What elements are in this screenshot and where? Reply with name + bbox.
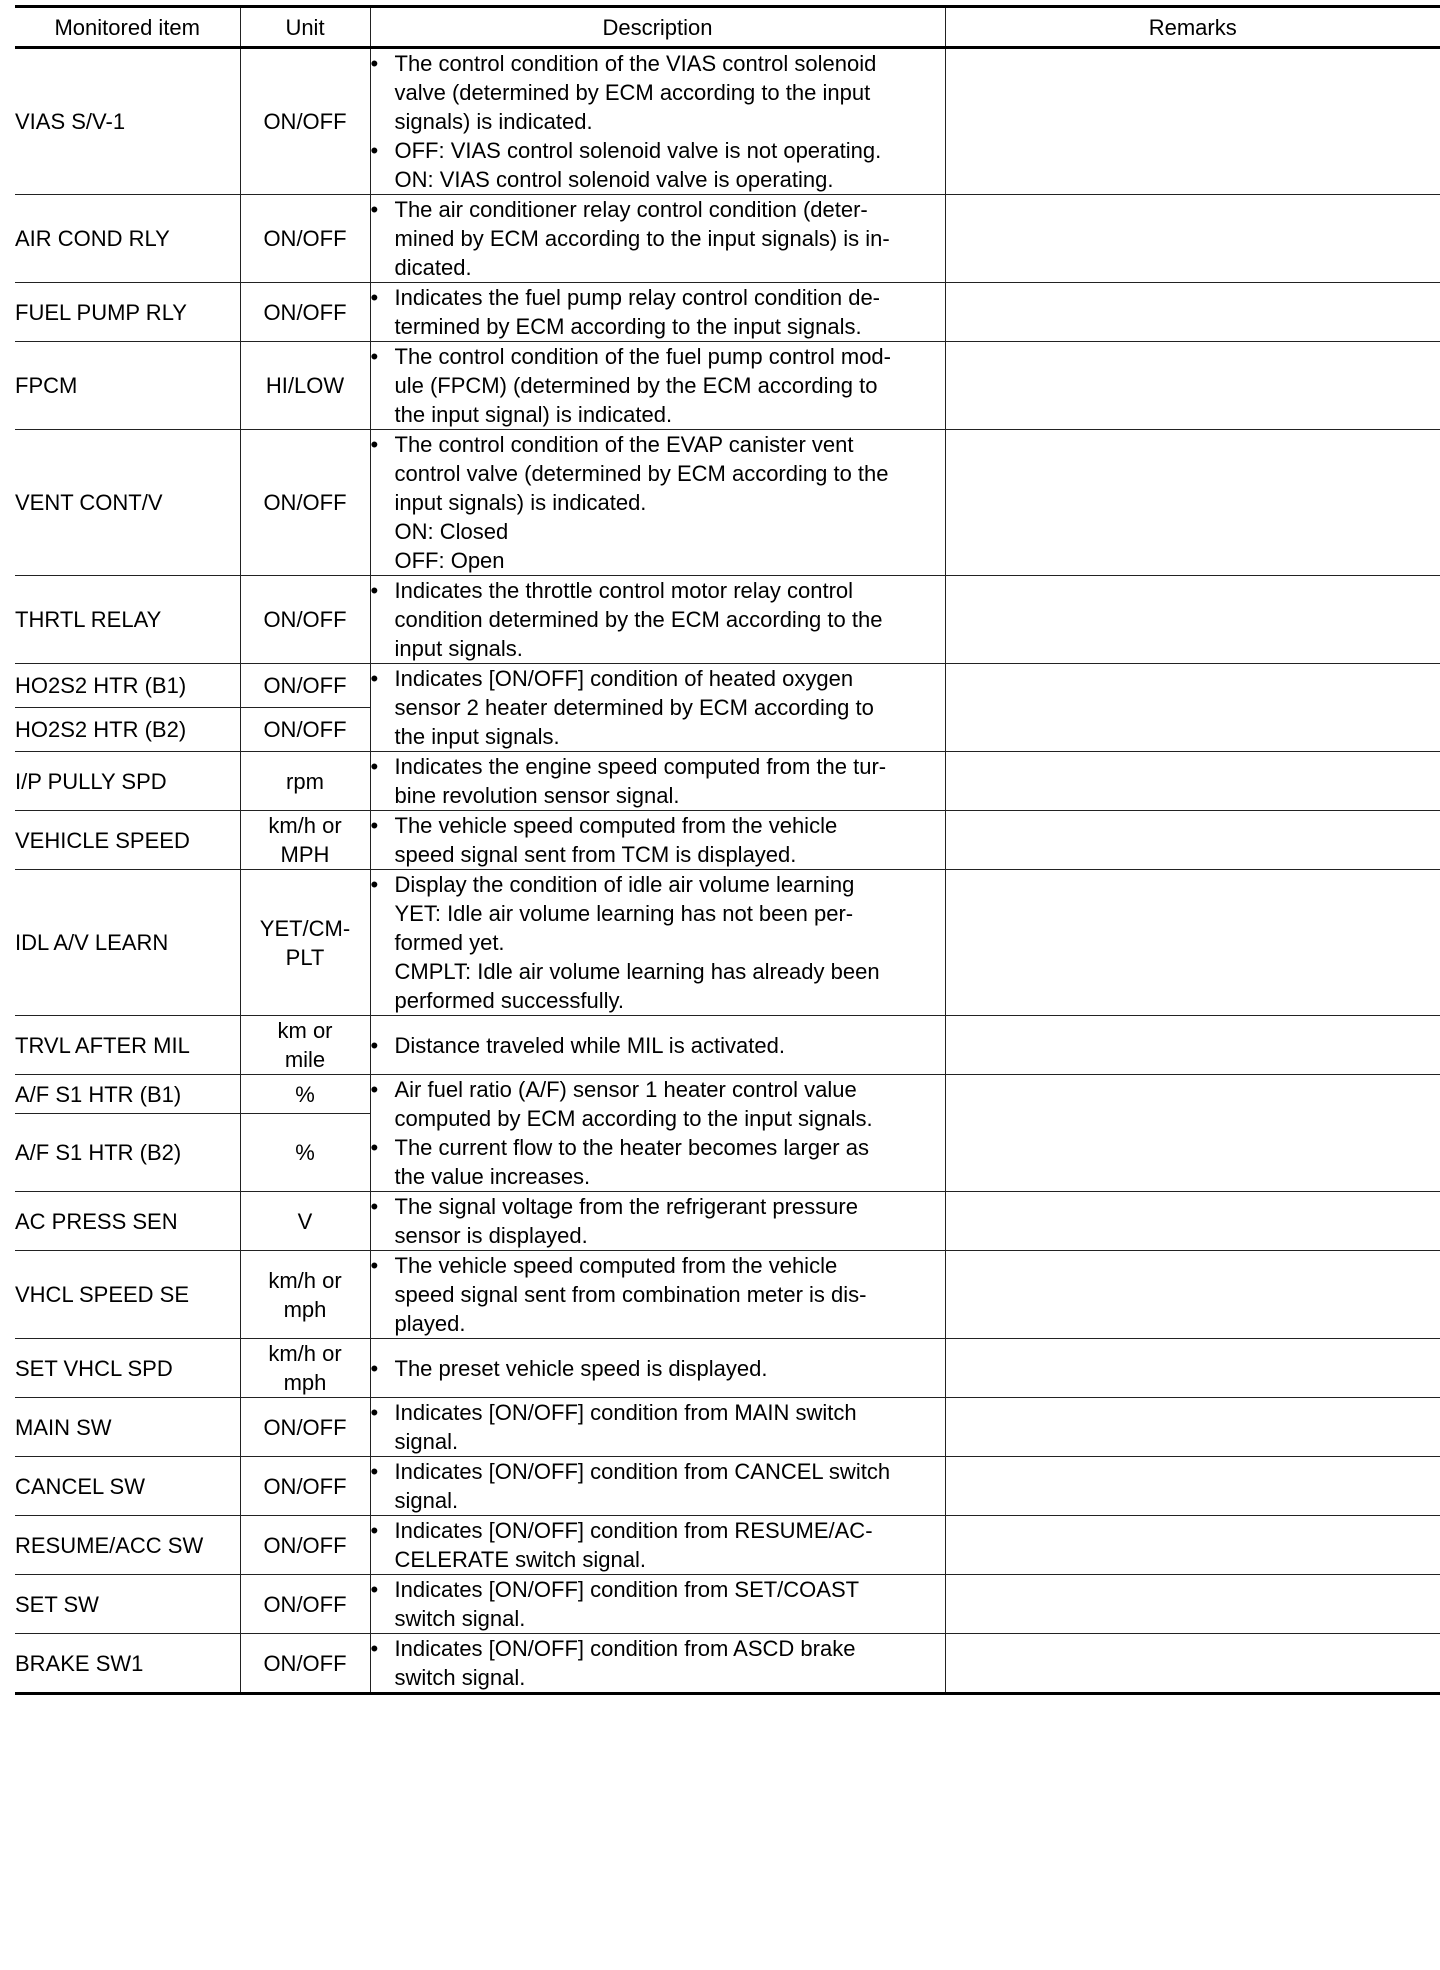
- unit-cell: km/h or mph: [240, 1251, 370, 1339]
- description-bullet: [371, 811, 945, 869]
- monitored-item-cell: A/F S1 HTR (B2): [15, 1114, 240, 1192]
- unit-cell: ON/OFF: [240, 1398, 370, 1457]
- description-bullet-list: [371, 752, 945, 810]
- description-bullet-list: [371, 283, 945, 341]
- header-description: Description: [370, 7, 945, 48]
- unit-cell: ON/OFF: [240, 708, 370, 752]
- description-bullet: [371, 664, 945, 751]
- description-bullet: [371, 1398, 945, 1456]
- table-row: [15, 1398, 1440, 1457]
- table-row: [15, 430, 1440, 576]
- remarks-cell: [945, 48, 1440, 195]
- remarks-cell: [945, 811, 1440, 870]
- unit-cell: ON/OFF: [240, 1516, 370, 1575]
- description-bullet: [371, 1031, 945, 1060]
- description-bullet-list: [371, 1575, 945, 1633]
- description-line: CMPLT: Idle air volume learning has already been: [394, 959, 880, 984]
- table-row: [15, 1016, 1440, 1075]
- monitored-item-cell: HO2S2 HTR (B2): [15, 708, 240, 752]
- description-line: • Indicates [ON/OFF] condition from CANCEL switch: [394, 1459, 891, 1484]
- monitored-item-cell: A/F S1 HTR (B1): [15, 1075, 240, 1114]
- monitored-item-cell: AC PRESS SEN: [15, 1192, 240, 1251]
- unit-cell: ON/OFF: [240, 1575, 370, 1634]
- description-line: valve (determined by ECM according to the input: [394, 80, 871, 105]
- description-line: • The control condition of the EVAP canister vent: [394, 432, 854, 457]
- unit-cell: km/h or mph: [240, 1339, 370, 1398]
- description-bullet-list: [371, 1075, 945, 1191]
- remarks-cell: [945, 1075, 1440, 1192]
- description-bullet-list: [371, 870, 945, 1015]
- description-line: OFF: Open: [394, 548, 505, 573]
- description-line: • Indicates the engine speed computed from the tur-: [394, 754, 887, 779]
- description-bullet-list: [371, 576, 945, 663]
- description-bullet: [371, 49, 945, 136]
- description-bullet: [371, 870, 945, 1015]
- unit-cell: V: [240, 1192, 370, 1251]
- unit-cell: HI/LOW: [240, 342, 370, 430]
- description-line: • Indicates [ON/OFF] condition from SET/COAST: [394, 1577, 860, 1602]
- description-cell: [370, 342, 945, 430]
- monitored-item-cell: SET VHCL SPD: [15, 1339, 240, 1398]
- description-line: • Indicates [ON/OFF] condition of heated oxygen: [394, 666, 854, 691]
- description-cell: [370, 283, 945, 342]
- description-line: signal.: [394, 1488, 459, 1513]
- unit-cell: ON/OFF: [240, 195, 370, 283]
- table-row: [15, 811, 1440, 870]
- description-line: the value increases.: [394, 1164, 591, 1189]
- unit-cell: %: [240, 1114, 370, 1192]
- description-line: YET: Idle air volume learning has not been per-: [394, 901, 854, 926]
- description-bullet-list: [371, 664, 945, 751]
- description-bullet-list: [371, 342, 945, 429]
- unit-cell: ON/OFF: [240, 283, 370, 342]
- remarks-cell: [945, 1634, 1440, 1694]
- table-row: [15, 283, 1440, 342]
- monitored-item-cell: SET SW: [15, 1575, 240, 1634]
- monitored-item-cell: HO2S2 HTR (B1): [15, 664, 240, 708]
- monitored-item-cell: AIR COND RLY: [15, 195, 240, 283]
- remarks-cell: [945, 1516, 1440, 1575]
- remarks-cell: [945, 195, 1440, 283]
- monitored-item-cell: FPCM: [15, 342, 240, 430]
- monitored-item-cell: RESUME/ACC SW: [15, 1516, 240, 1575]
- table-row: [15, 1575, 1440, 1634]
- description-line: CELERATE switch signal.: [394, 1547, 646, 1572]
- description-bullet: [371, 1133, 945, 1191]
- description-line: • OFF: VIAS control solenoid valve is not operating.: [394, 138, 882, 163]
- description-line: sensor 2 heater determined by ECM according to: [394, 695, 874, 720]
- description-cell: [370, 430, 945, 576]
- description-cell: [370, 1575, 945, 1634]
- remarks-cell: [945, 664, 1440, 752]
- header-unit: Unit: [240, 7, 370, 48]
- description-cell: [370, 1398, 945, 1457]
- description-cell: [370, 1516, 945, 1575]
- description-bullet: [371, 576, 945, 663]
- description-bullet-list: [371, 195, 945, 282]
- description-line: • The preset vehicle speed is displayed.: [394, 1355, 768, 1381]
- description-bullet: [371, 1457, 945, 1515]
- unit-cell: ON/OFF: [240, 1457, 370, 1516]
- description-bullet: [371, 1634, 945, 1692]
- description-line: formed yet.: [394, 930, 505, 955]
- description-bullet: [371, 1251, 945, 1338]
- table-row: [15, 576, 1440, 664]
- monitored-item-cell: MAIN SW: [15, 1398, 240, 1457]
- description-line: input signals.: [394, 636, 523, 661]
- remarks-cell: [945, 1339, 1440, 1398]
- unit-cell: km/h or MPH: [240, 811, 370, 870]
- description-line: • The vehicle speed computed from the vehicle: [394, 813, 838, 838]
- description-line: dicated.: [394, 255, 472, 280]
- remarks-cell: [945, 342, 1440, 430]
- description-line: • The control condition of the VIAS control solenoid: [394, 51, 877, 76]
- description-cell: [370, 1251, 945, 1339]
- description-line: • The current flow to the heater becomes larger as: [394, 1135, 869, 1160]
- description-bullet: [371, 136, 945, 194]
- description-line: switch signal.: [394, 1606, 526, 1631]
- description-cell: [370, 576, 945, 664]
- description-line: speed signal sent from combination meter is dis-: [394, 1282, 867, 1307]
- monitored-item-cell: I/P PULLY SPD: [15, 752, 240, 811]
- description-line: computed by ECM according to the input signals.: [394, 1106, 873, 1131]
- description-bullet-list: [371, 1634, 945, 1692]
- remarks-cell: [945, 870, 1440, 1016]
- description-bullet-list: [371, 1457, 945, 1515]
- description-bullet: [371, 1575, 945, 1633]
- table-row: [15, 1075, 1440, 1114]
- monitored-item-cell: VEHICLE SPEED: [15, 811, 240, 870]
- table-row: [15, 870, 1440, 1016]
- description-line: • Indicates [ON/OFF] condition from ASCD brake: [394, 1636, 856, 1661]
- description-line: bine revolution sensor signal.: [394, 783, 680, 808]
- monitored-item-cell: CANCEL SW: [15, 1457, 240, 1516]
- description-bullet: [371, 1075, 945, 1133]
- description-line: the input signals.: [394, 724, 560, 749]
- description-line: ON: Closed: [394, 519, 509, 544]
- description-line: • The signal voltage from the refrigerant pressure: [394, 1194, 858, 1219]
- monitored-item-cell: FUEL PUMP RLY: [15, 283, 240, 342]
- description-bullet-list: [371, 1251, 945, 1338]
- table-row: [15, 342, 1440, 430]
- table-row: [15, 1192, 1440, 1251]
- description-line: ON: VIAS control solenoid valve is operating.: [394, 167, 834, 192]
- description-bullet: [371, 283, 945, 341]
- description-line: input signals) is indicated.: [394, 490, 647, 515]
- description-line: mined by ECM according to the input signals) is in-: [394, 226, 890, 251]
- description-bullet: [371, 1354, 945, 1383]
- description-bullet-list: [371, 49, 945, 194]
- description-line: • Indicates the throttle control motor relay control: [394, 578, 854, 603]
- description-line: • The vehicle speed computed from the vehicle: [394, 1253, 838, 1278]
- description-cell: [370, 664, 945, 752]
- table-row: [15, 195, 1440, 283]
- table-row: [15, 1634, 1440, 1694]
- description-bullet: [371, 1516, 945, 1574]
- table-row: [15, 1516, 1440, 1575]
- description-bullet: [371, 195, 945, 282]
- description-cell: [370, 1016, 945, 1075]
- description-cell: [370, 1075, 945, 1192]
- description-line: termined by ECM according to the input signals.: [394, 314, 862, 339]
- description-line: ule (FPCM) (determined by the ECM according to: [394, 373, 878, 398]
- monitor-table: [15, 5, 1440, 1695]
- remarks-cell: [945, 1398, 1440, 1457]
- header-row: [15, 7, 1440, 48]
- table-row: [15, 752, 1440, 811]
- unit-cell: ON/OFF: [240, 1634, 370, 1694]
- table-row: [15, 1251, 1440, 1339]
- unit-cell: ON/OFF: [240, 430, 370, 576]
- description-bullet-list: [371, 1192, 945, 1250]
- monitored-item-cell: VIAS S/V-1: [15, 48, 240, 195]
- unit-cell: ON/OFF: [240, 576, 370, 664]
- description-line: signals) is indicated.: [394, 109, 593, 134]
- description-bullet-list: [371, 1031, 945, 1060]
- description-bullet: [371, 752, 945, 810]
- description-line: the input signal) is indicated.: [394, 402, 673, 427]
- table-row: [15, 664, 1440, 708]
- description-line: performed successfully.: [394, 988, 624, 1013]
- unit-cell: %: [240, 1075, 370, 1114]
- description-cell: [370, 870, 945, 1016]
- description-line: switch signal.: [394, 1665, 526, 1690]
- description-cell: [370, 811, 945, 870]
- unit-cell: km or mile: [240, 1016, 370, 1075]
- remarks-cell: [945, 1251, 1440, 1339]
- monitored-item-cell: VHCL SPEED SE: [15, 1251, 240, 1339]
- description-bullet-list: [371, 1398, 945, 1456]
- unit-cell: ON/OFF: [240, 664, 370, 708]
- description-bullet-list: [371, 1516, 945, 1574]
- remarks-cell: [945, 576, 1440, 664]
- description-line: • Display the condition of idle air volume learning: [394, 872, 855, 897]
- remarks-cell: [945, 1457, 1440, 1516]
- unit-cell: ON/OFF: [240, 48, 370, 195]
- description-bullet: [371, 342, 945, 429]
- description-cell: [370, 1634, 945, 1694]
- table-row: [15, 1339, 1440, 1398]
- description-line: • Distance traveled while MIL is activated.: [394, 1032, 785, 1058]
- description-line: • Indicates [ON/OFF] condition from MAIN switch: [394, 1400, 857, 1425]
- description-bullet: [371, 430, 945, 575]
- remarks-cell: [945, 283, 1440, 342]
- unit-cell: YET/CM- PLT: [240, 870, 370, 1016]
- table-row: [15, 48, 1440, 195]
- description-line: signal.: [394, 1429, 459, 1454]
- remarks-cell: [945, 1575, 1440, 1634]
- description-line: condition determined by the ECM according to the: [394, 607, 883, 632]
- header-monitored-item: Monitored item: [15, 7, 240, 48]
- description-cell: [370, 1457, 945, 1516]
- description-line: • Air fuel ratio (A/F) sensor 1 heater control value: [394, 1077, 857, 1102]
- description-cell: [370, 1339, 945, 1398]
- description-line: • Indicates [ON/OFF] condition from RESUME/AC-: [394, 1518, 873, 1543]
- remarks-cell: [945, 430, 1440, 576]
- description-cell: [370, 752, 945, 811]
- monitored-item-cell: BRAKE SW1: [15, 1634, 240, 1694]
- remarks-cell: [945, 752, 1440, 811]
- description-line: • Indicates the fuel pump relay control condition de-: [394, 285, 881, 310]
- description-cell: [370, 48, 945, 195]
- table-row: [15, 1457, 1440, 1516]
- description-bullet-list: [371, 430, 945, 575]
- description-bullet: [371, 1192, 945, 1250]
- header-remarks: Remarks: [945, 7, 1440, 48]
- description-line: played.: [394, 1311, 466, 1336]
- description-bullet-list: [371, 1354, 945, 1383]
- description-cell: [370, 195, 945, 283]
- description-line: • The control condition of the fuel pump control mod-: [394, 344, 891, 369]
- unit-cell: rpm: [240, 752, 370, 811]
- description-line: • The air conditioner relay control condition (deter-: [394, 197, 868, 222]
- monitored-item-cell: IDL A/V LEARN: [15, 870, 240, 1016]
- description-line: control valve (determined by ECM according to the: [394, 461, 889, 486]
- monitored-item-cell: THRTL RELAY: [15, 576, 240, 664]
- description-cell: [370, 1192, 945, 1251]
- remarks-cell: [945, 1192, 1440, 1251]
- description-line: speed signal sent from TCM is displayed.: [394, 842, 797, 867]
- table-body: [15, 48, 1440, 1694]
- monitored-item-cell: VENT CONT/V: [15, 430, 240, 576]
- remarks-cell: [945, 1016, 1440, 1075]
- monitored-item-cell: TRVL AFTER MIL: [15, 1016, 240, 1075]
- description-line: sensor is displayed.: [394, 1223, 588, 1248]
- description-bullet-list: [371, 811, 945, 869]
